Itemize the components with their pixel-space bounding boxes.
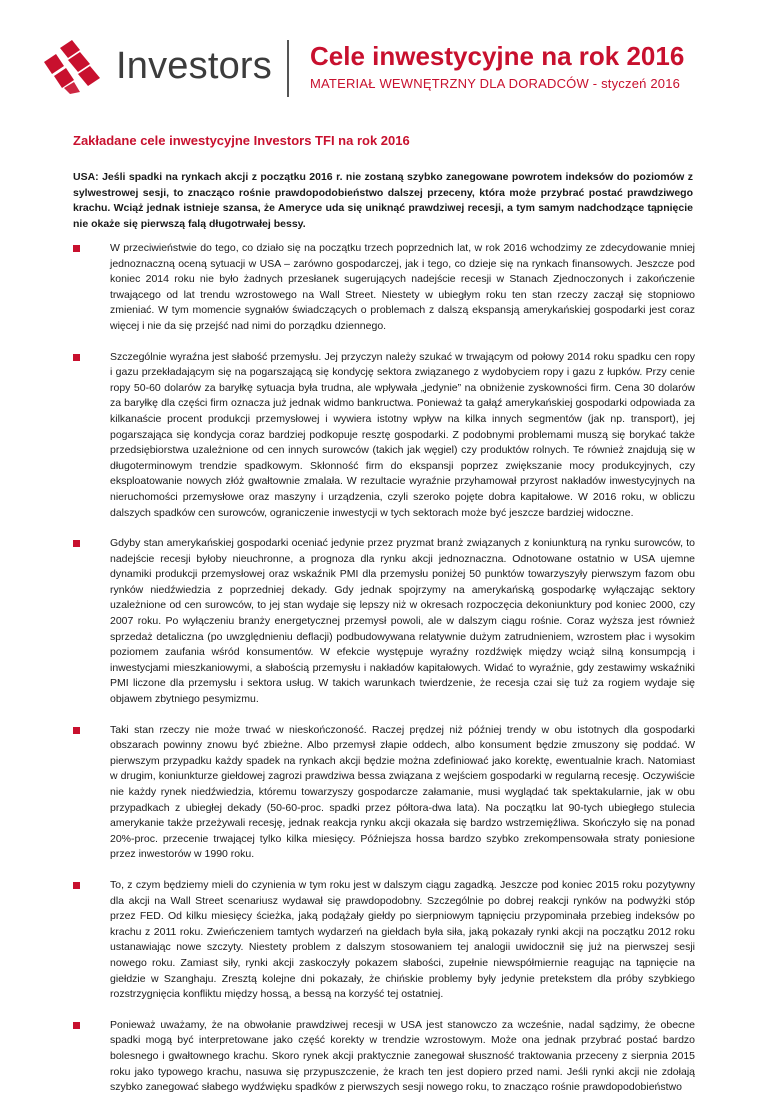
bullet-item bbox=[73, 723, 695, 863]
bullet-item bbox=[73, 1018, 695, 1096]
bullet-item bbox=[73, 536, 695, 708]
brand-name: Investors bbox=[116, 45, 272, 87]
bullet-text: Taki stan rzeczy nie może trwać w nieskończoność. Raczej prędzej niż później trendy w obu istotnych dla gospodarki obszarach powinny znowu być zbieżne. Albo przemysł złapie oddech, albo konsument będzie zmuszony się poddać. W pierwszym przypadku każdy spadek na rynkach akcji będzie można zdefiniować jako korektę, ewentualnie krach. Natomiast w drugim, koniunkturze giełdowej zagrozi prawdziwa bessa związana z wejściem gospodarki w regularną recesję. Oczywiście nie każdy rynek niedźwiedzia, któremu towarzyszy gospodarcze załamanie, musi wyglądać tak spektakularnie, jak w obu przypadkach z ubiegłej dekady (50-60-proc. spadki przez półtora-dwa lata). Na początku lat 90-tych ubiegłego stulecia amerykanie także przeżywali recesję, jednak reakcja rynku akcji okazała się bardzo wstrzemięźliwa. Skończyło się na ponad 20%-proc. przecenie trwającej tylko kilka miesięcy. Późniejsza hossa bardzo szybko zrekompensowała straty poniesione przez inwestorów w 1990 roku. bbox=[110, 723, 695, 861]
document-title: Cele inwestycyjne na rok 2016 bbox=[310, 41, 685, 71]
page-header bbox=[0, 0, 768, 110]
bullet-text: W przeciwieństwie do tego, co działo się na początku trzech poprzednich lat, w rok 2016 wchodzimy ze zdecydowanie mniej jednoznaczną oceną sytuacji w USA – zarówno gospodarczej, jak i tego, co dzieje się na rynkach finansowych. Jeszcze pod koniec 2014 roku nie było żadnych przesłanek sugerujących nadejście recesji w Stanach Zjednoczonych i zakończenie trwającego od lat trendu wzrostowego na Wall Street. Niestety w ubiegłym roku ten stan rzeczy zaczął się stopniowo zmieniać. W tym momencie sygnałów świadczących o problemach z dalszą ekspansją amerykańskiej gospodarki jest coraz więcej i nie da się przejść nad nimi do porządku dziennego. bbox=[110, 242, 695, 332]
investors-logo-icon bbox=[40, 38, 104, 94]
bullet-list bbox=[73, 241, 695, 1111]
bullet-item bbox=[73, 241, 695, 335]
header-divider bbox=[287, 40, 289, 97]
bullet-square-icon bbox=[73, 245, 80, 252]
bullet-text: To, z czym będziemy mieli do czynienia w tym roku jest w dalszym ciągu zagadką. Jeszcze pod koniec 2015 roku pozytywny dla akcji na Wall Street scenariusz wydawał się prawdopodobny. Szczególnie po dobrej reakcji rynków na podwyżki stóp przez FED. Od kilku miesięcy ścieżka, jaką podążały giełdy po sierpniowym tąpnięciu przypominała przebieg indeksów po krachu z 2011 roku. Zwieńczeniem tamtych wydarzeń na giełdach była siła, jaką pokazały rynki akcji na początku 2012 roku ustanawiając nowe szczyty. Niestety problem z dalszym stosowaniem tej analogii uwidocznił się już na pierwszej sesji nowego roku. Zamiast siły, rynki akcji zaskoczyły pokazem słabości, zupełnie niewspółmiernie reagując na tąpnięcie na giełdzie w Szanghaju. Zresztą kolejne dni pokazały, że chińskie problemy były jedynie pretekstem dla próby szybkiego rozstrzygnięcia konfliktu między hossą, a bessą na korzyść tej ostatniej. bbox=[110, 878, 695, 1001]
bullet-item bbox=[73, 878, 695, 1003]
section-title: Zakładane cele inwestycyjne Investors TFI na rok 2016 bbox=[73, 133, 410, 148]
lead-paragraph: USA: Jeśli spadki na rynkach akcji z początku 2016 r. nie zostaną szybko zanegowane powrotem indeksów do poziomów z sylwestrowej sesji, to znacząco rośnie prawdopodobieństwo dalszej przeceny, która może przybrać postać prawdziwego krachu. Wciąż jednak istnieje szansa, że Ameryce uda się uniknąć prawdziwej recesji, a tym samym nadchodzące tąpnięcie nie okaże się pierwszą falą długotrwałej bessy. bbox=[73, 171, 693, 230]
bullet-text: Szczególnie wyraźna jest słabość przemysłu. Jej przyczyn należy szukać w trwającym od połowy 2014 roku spadku cen ropy i gazu przekładającym się na pogarszającą się kondycję sektora związanego z wydobyciem ropy i gazu z łupków. Przy cenie ropy 50-60 dolarów za baryłkę sytuacja była trudna, ale wpływała „jedynie” na obniżenie zyskowności firm. Cena 30 dolarów za baryłkę dla części firm oznacza już jednak widmo bankructwa. Ponieważ ta gałąź amerykańskiej gospodarki odpowiada za kilkanaście procent produkcji przemysłowej i wywiera istotny wpływ na kilka innych segmentów (jak np. transport), jej pogarszająca się kondycja coraz bardziej podkopuje resztę gospodarki. Z podobnymi problemami muszą się borykać także przedsiębiorstwa uzależnione od cen innych surowców (takich jak węgiel) czy produktów rolnych. Te również znajdują się w długoterminowym trendzie spadkowym. Skłonność firm do ekspansji poprzez zwiększanie mocy produkcyjnych, czy eksploatowanie nowych złóż gwałtownie zmalała. W rezultacie wyraźnie przyhamował przyrost nakładów inwestycyjnych na nieruchomości przemysłowe oraz maszyny i urządzenia, czyli szeroko pojęte dobra kapitałowe. W 2016 roku, w obliczu dalszych spadków cen surowców, ograniczenie inwestycji w tych sektorach może być jeszcze bardziej widoczne. bbox=[110, 350, 695, 519]
document-subtitle: MATERIAŁ WEWNĘTRZNY DLA DORADCÓW - styczeń 2016 bbox=[310, 76, 681, 91]
bullet-square-icon bbox=[73, 1022, 80, 1029]
bullet-item bbox=[73, 350, 695, 522]
bullet-square-icon bbox=[73, 727, 80, 734]
bullet-text: Ponieważ uważamy, że na obwołanie prawdziwej recesji w USA jest stanowczo za wcześnie, nadal sądzimy, że obecne spadki mogą być interpretowane jako część korekty w trendzie wzrostowym. Może ona jednak przybrać postać bardzo bolesnego i gwałtownego krachu. Skoro rynek akcji praktycznie zanegował słuszność traktowania przeceny z sierpnia 2015 roku jako typowego krachu, nasuwa się przypuszczenie, że krach ten jest dopiero przed nami. Jeśli rynki akcji nie zdołają szybko zanegować słabego wydźwięku spadków z pierwszych sesji nowego roku, to znacząco rośnie prawdopodobieństwo bbox=[110, 1018, 695, 1094]
bullet-text: Gdyby stan amerykańskiej gospodarki oceniać jedynie przez pryzmat branż związanych z koniunkturą na rynku surowców, to nadejście recesji byłoby nieuchronne, a prognoza dla rynku akcji jednoznaczna. Odnotowane ostatnio w USA ujemne dynamiki produkcji przemysłowej oraz wskaźnik PMI dla przemysłu poniżej 50 punktów towarzyszyły pierwszym fazom obu rynków niedźwiedzia z poprzedniej dekady. Gdy jednak spojrzymy na amerykańską gospodarkę wyłączając sektory uzależnione od cen surowców, to jej stan wydaje się lepszy niż w okresach rozpoczęcia dekoniunktury pod koniec 2000, czy 2007 roku. Po wyłączeniu branży energetycznej przemysł powoli, ale w dalszym ciągu rośnie. Coraz wyższa jest również sprzedaż detaliczna (po uwzględnieniu deflacji) podbudowywana relatywnie dużym zatrudnieniem, wzrostem płac i wysokim poziomem zaufania wśród konsumentów. W efekcie występuje wyraźny rozdźwięk między wciąż silną konsumpcją i inwestycjami mieszkaniowymi, a słabością przemysłu i nakładów kapitałowych. Widać to wyraźnie, gdy zestawimy wskaźniki PMI liczone dla przemysłu i sektora usług. W takich warunkach twierdzenie, że recesja czai się tuż za rogiem wydaje się objawem zbytniego pesymizmu. bbox=[110, 537, 695, 706]
bullet-square-icon bbox=[73, 882, 80, 889]
bullet-square-icon bbox=[73, 354, 80, 361]
bullet-square-icon bbox=[73, 540, 80, 547]
